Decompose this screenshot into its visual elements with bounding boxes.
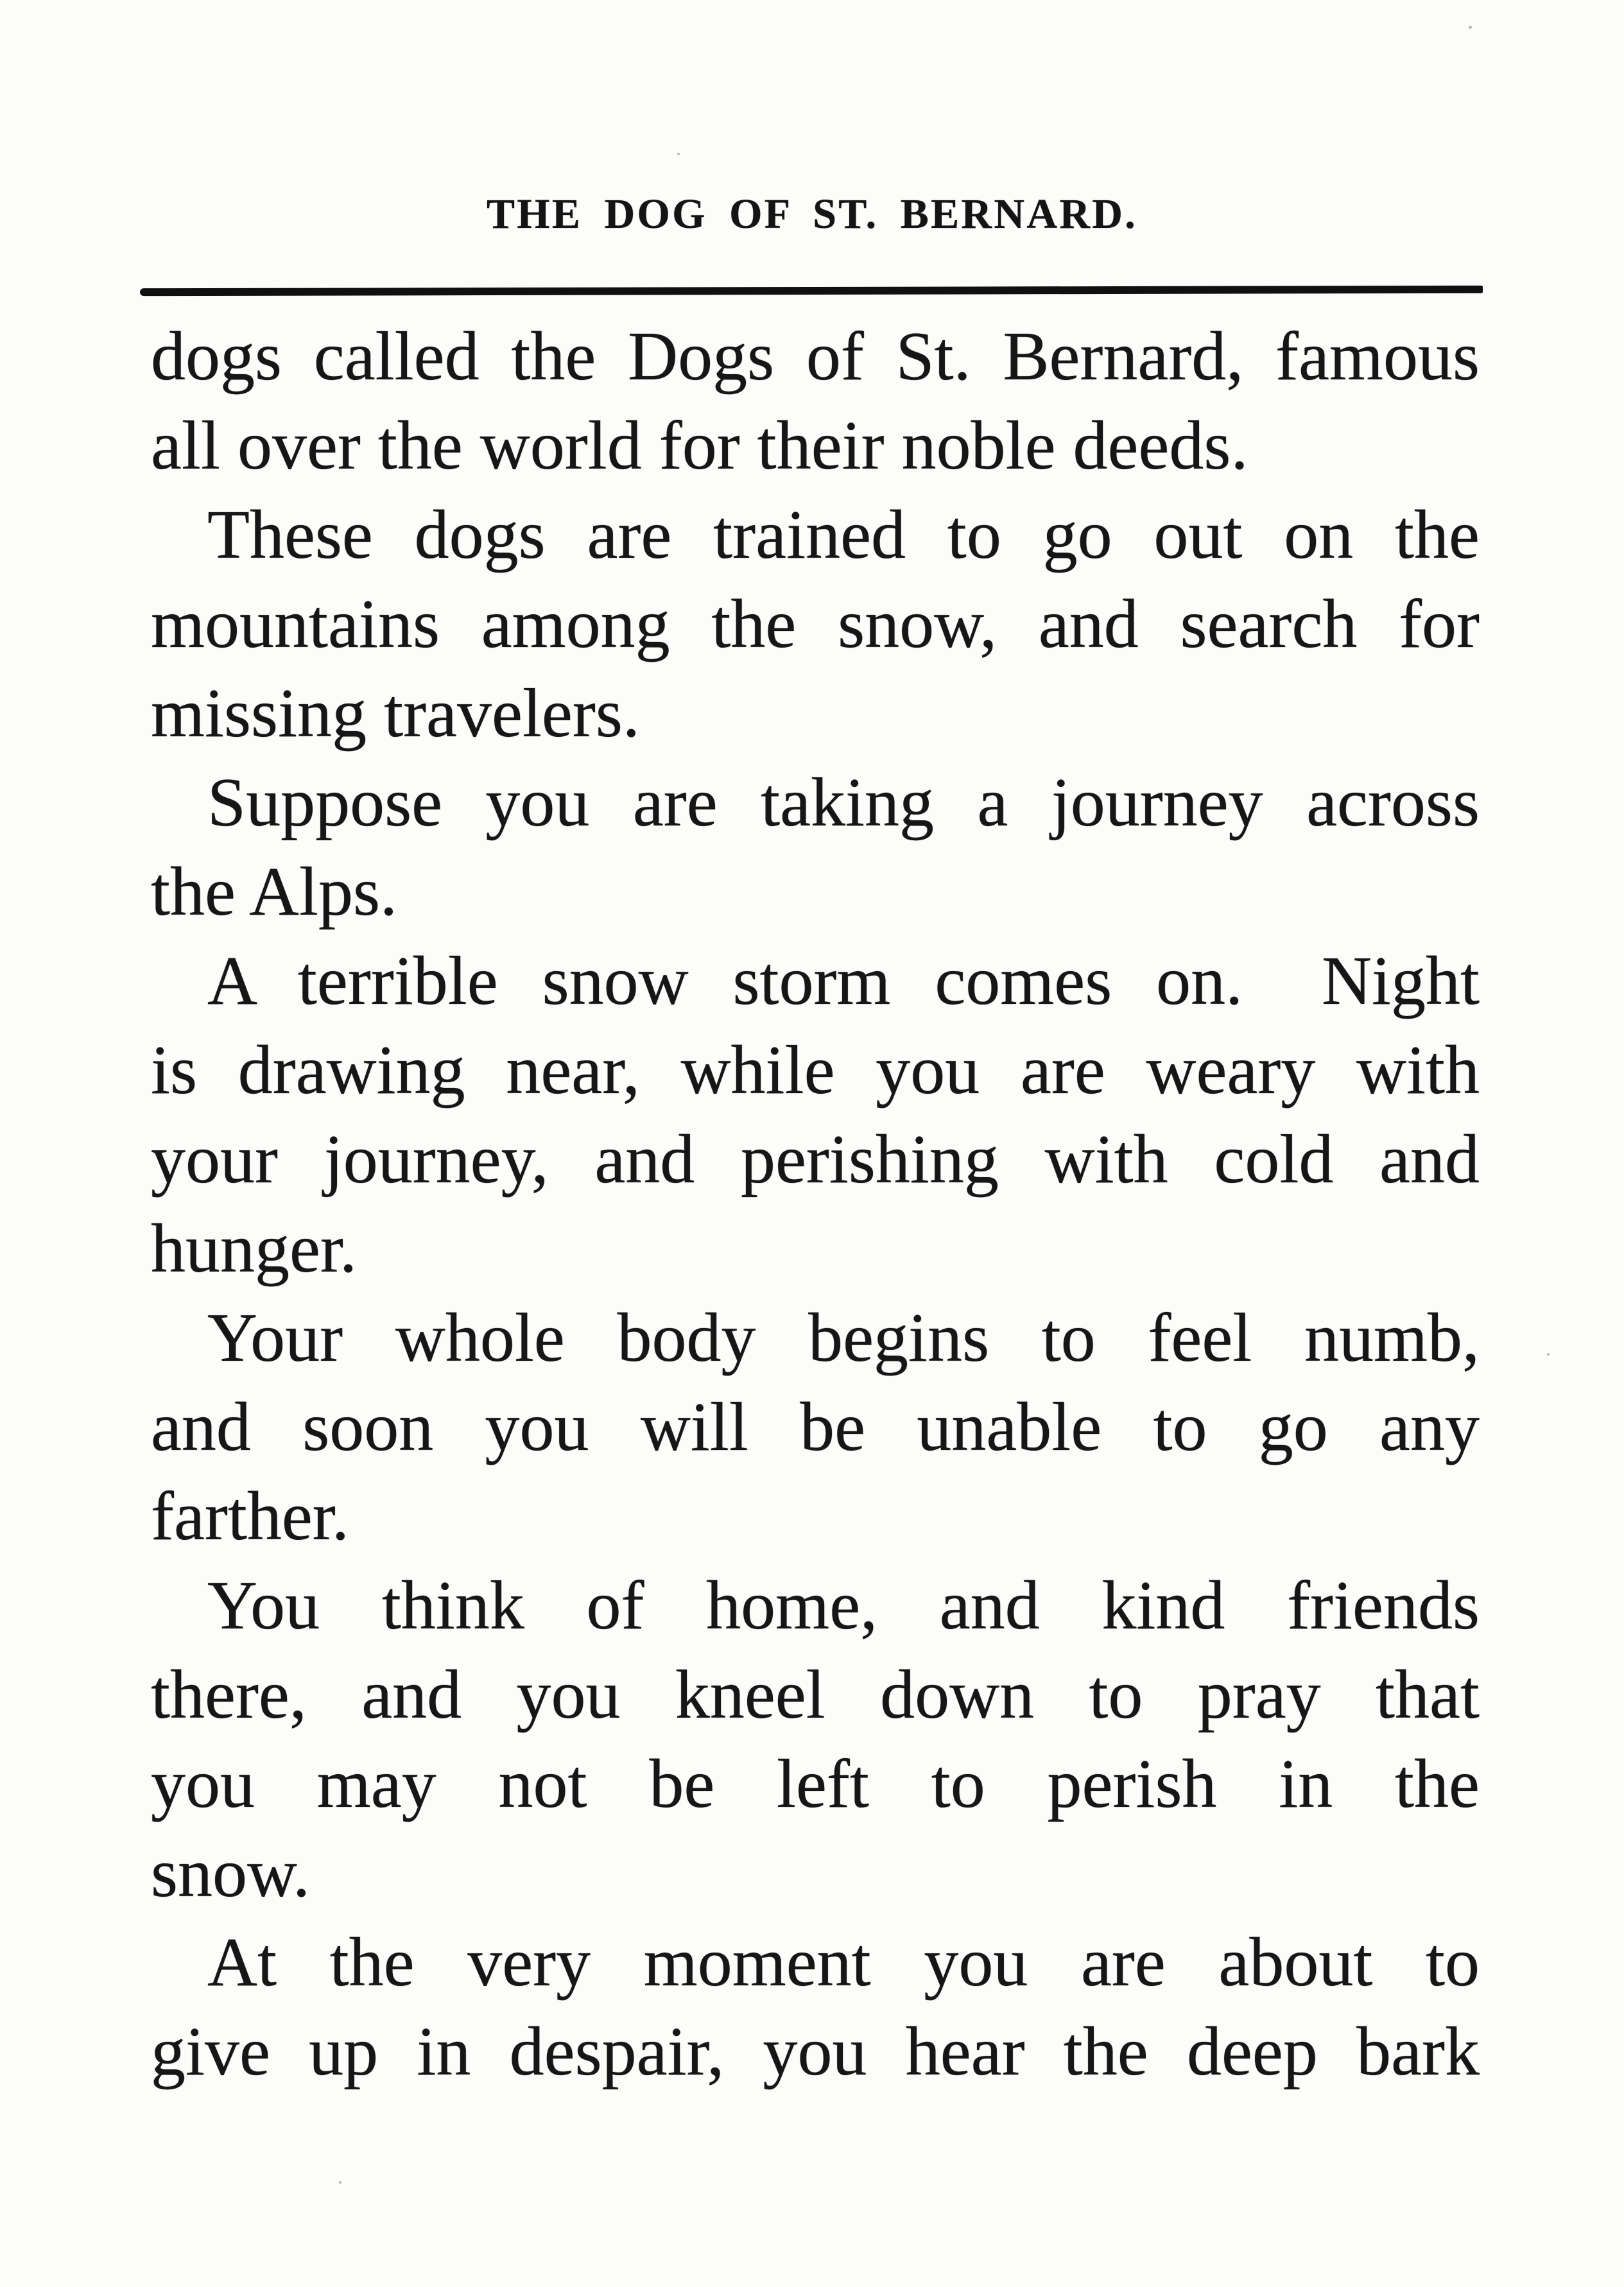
text-line: give up in despair, you hear the deep bark — [151, 2014, 1480, 2090]
text-line: missing travelers. — [151, 675, 640, 752]
text-line: hunger. — [151, 1211, 357, 1287]
text-line: mountains among the snow, and search for — [151, 586, 1480, 662]
text-line: Your whole body begins to feel numb, — [207, 1300, 1480, 1376]
text-line: is drawing near, while you are weary with — [151, 1032, 1480, 1109]
text-line: the Alps. — [151, 854, 398, 930]
text-line: A terrible snow storm comes on. Night — [207, 943, 1480, 1019]
scan-speck — [339, 2181, 341, 2184]
text-line: These dogs are trained to go out on the — [207, 497, 1480, 573]
scan-speck — [677, 153, 680, 155]
text-line: all over the world for their noble deeds. — [151, 408, 1248, 484]
text-line: farther. — [151, 1478, 349, 1555]
text-line: At the very moment you are about to — [207, 1924, 1480, 2001]
text-line: your journey, and perishing with cold and — [151, 1121, 1480, 1198]
scan-speck — [1469, 26, 1472, 29]
divider-rule — [140, 286, 1483, 296]
text-line: Suppose you are taking a journey across — [207, 764, 1480, 841]
text-line: there, and you kneel down to pray that — [151, 1657, 1480, 1733]
text-line: you may not be left to perish in the — [151, 1746, 1480, 1822]
scan-speck — [1547, 1353, 1550, 1356]
text-line: dogs called the Dogs of St. Bernard, famous — [151, 318, 1480, 395]
text-line: and soon you will be unable to go any — [151, 1389, 1480, 1465]
text-line: You think of home, and kind friends — [207, 1567, 1480, 1644]
page-title: THE DOG OF ST. BERNARD. — [486, 191, 1138, 237]
text-block — [151, 312, 1480, 2096]
text-line: snow. — [151, 1835, 311, 1912]
